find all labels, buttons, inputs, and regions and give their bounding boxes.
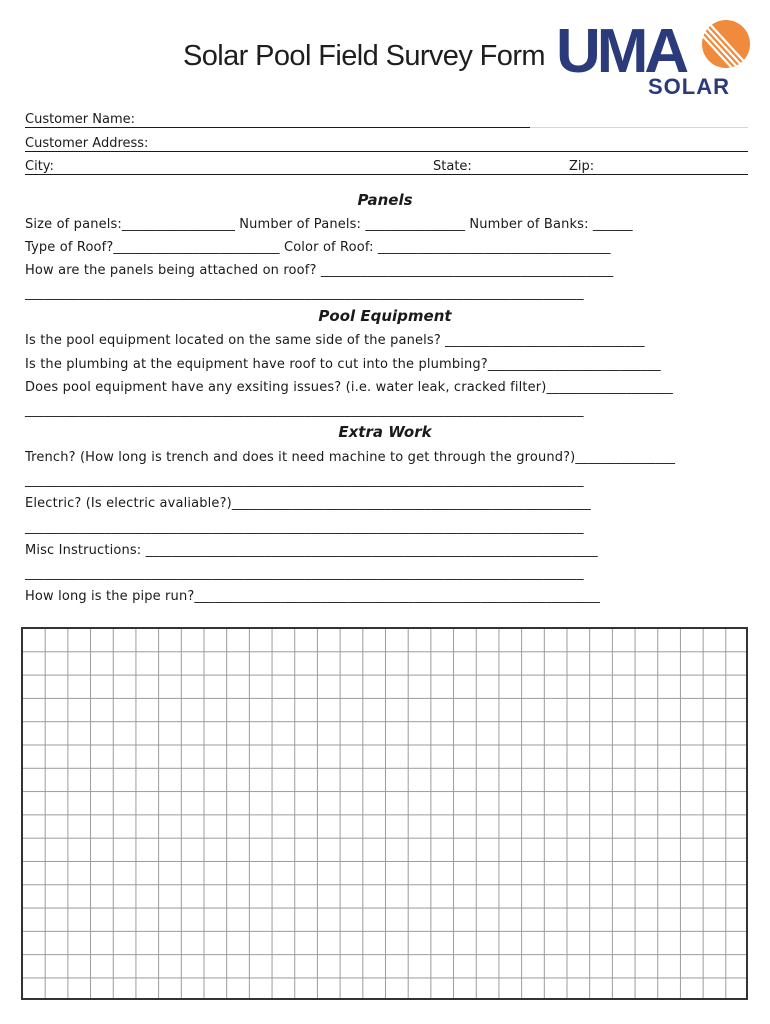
trench-question[interactable]: Trench? (How long is trench and does it need machine to get through the ground?)_______________: [25, 450, 676, 465]
plumbing-roof-question[interactable]: Is the plumbing at the equipment have roof to cut into the plumbing?__________________________: [25, 357, 661, 372]
form-title: Solar Pool Field Survey Form: [183, 40, 545, 72]
equipment-location-question[interactable]: Is the pool equipment located on the same side of the panels? ______________________________: [25, 333, 645, 348]
panels-heading: Panels: [357, 191, 413, 209]
misc-instructions[interactable]: Misc Instructions: ____________________________________________________________________: [25, 543, 598, 558]
svg-text:SOLAR: SOLAR: [648, 74, 730, 98]
panels-attachment-continuation[interactable]: ____________________________________________________________________________________: [25, 286, 584, 301]
city-state-zip-field[interactable]: [25, 174, 748, 175]
equipment-issues-continuation[interactable]: ____________________________________________________________________________________: [25, 403, 584, 418]
panels-size-count-banks[interactable]: Size of panels:_________________ Number of Panels: _______________ Number of Banks: ______: [25, 217, 633, 232]
customer-name-field[interactable]: [25, 127, 530, 128]
trench-continuation[interactable]: ____________________________________________________________________________________: [25, 473, 584, 488]
zip-label: Zip:: [569, 159, 595, 174]
pipe-run-question[interactable]: How long is the pipe run?_____________________________________________________________: [25, 589, 601, 604]
extra-work-heading: Extra Work: [338, 423, 432, 441]
customer-address-label: Customer Address:: [25, 136, 149, 151]
electric-question[interactable]: Electric? (Is electric avaliable?)______________________________________________________: [25, 496, 591, 511]
roof-type-color[interactable]: Type of Roof?_________________________ Color of Roof: ___________________________________: [25, 240, 611, 255]
misc-instructions-continuation[interactable]: ____________________________________________________________________________________: [25, 566, 584, 581]
customer-name-field-extension: [530, 127, 748, 128]
uma-solar-logo: [556, 18, 752, 98]
city-label: City:: [25, 159, 54, 174]
state-label: State:: [433, 159, 472, 174]
electric-continuation[interactable]: ____________________________________________________________________________________: [25, 520, 584, 535]
svg-text:UMA: UMA: [556, 18, 686, 86]
customer-name-label: Customer Name:: [25, 112, 136, 127]
sketch-grid[interactable]: [21, 627, 748, 1000]
pool-equipment-heading: Pool Equipment: [318, 307, 452, 325]
panels-attachment-question[interactable]: How are the panels being attached on roof? ____________________________________________: [25, 263, 614, 278]
equipment-issues-question[interactable]: Does pool equipment have any exsiting issues? (i.e. water leak, cracked filter)___________________: [25, 380, 673, 395]
customer-address-field[interactable]: [25, 151, 748, 152]
